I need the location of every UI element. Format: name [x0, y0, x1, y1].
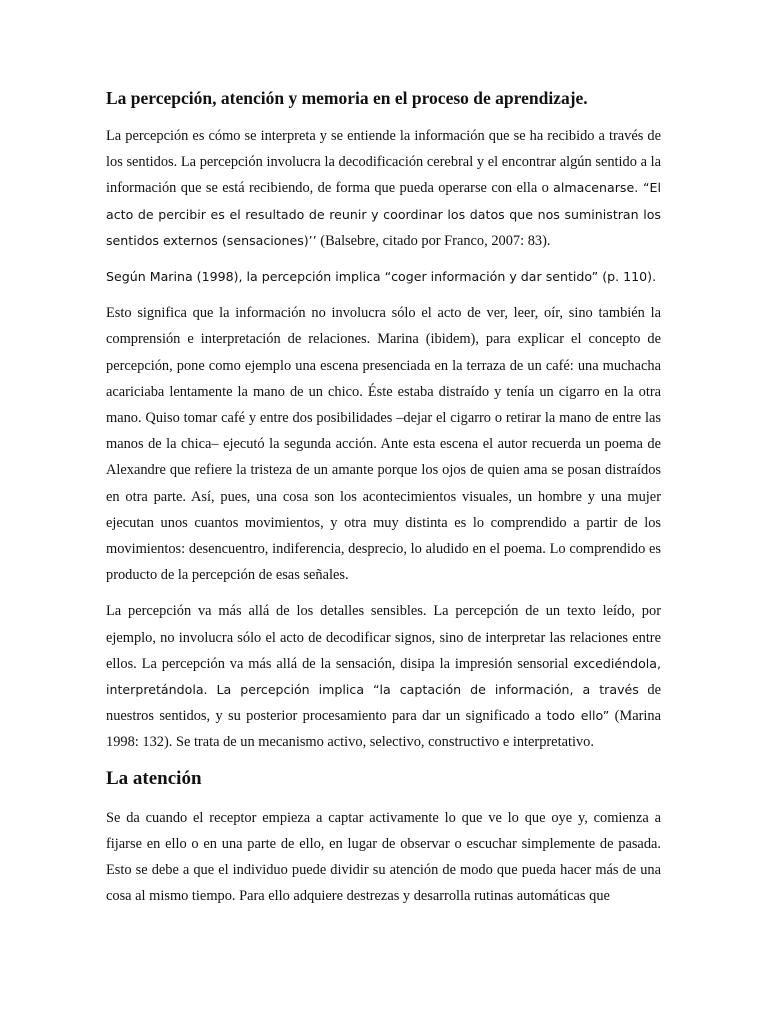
quote-text: Según Marina (1998), la percepción implica “coger información y dar sentido” (p. 110). [106, 269, 657, 285]
paragraph-percepcion-definicion [106, 123, 661, 254]
document-title: La percepción, atención y memoria en el proceso de aprendizaje. [106, 88, 588, 108]
section-heading-atencion: La atención [106, 767, 202, 789]
paragraph-ejemplo-cafe: Esto significa que la información no involucra sólo el acto de ver, leer, oír, sino también la comprensión e interpretación de relaciones. Marina (ibidem), para explicar el concepto de percepción, pone como ejemplo una escena presenciada en la terraza de un café: una muchacha acariciaba lentamente la mano de un chico. Éste estaba distraído y tenía un cigarro en la otra mano. Quiso tomar café y entre dos posibilidades –dejar el cigarro o retirar la mano de entre las manos de la chica– ejecutó la segunda acción. Ante esta escena el autor recuerda un poema de Alexandre que refiere la tristeza de un amante porque los ojos de quien ama se posan distraídos en otra parte. Así, pues, una cosa son los acontecimientos visuales, un hombre y una mujer ejecutan unos cuantos movimientos, y otra muy distinta es lo comprendido a partir de los movimientos: desencuentro, indiferencia, desprecio, lo aludido en el poema. Lo comprendido es producto de la percepción de esas señales. [106, 305, 661, 584]
paragraph-text: La percepción es cómo se interpreta y se entiende la información que se ha recibido a través de los sentidos. La percepción involucra la decodificación cerebral y el encontrar algún sentido a la información que se está recibiendo, de forma que pueda operarse con ella o [106, 128, 661, 197]
paragraph-text: (Marina 1998: 132). Se trata de un mecanismo activo, selectivo, constructivo e interpretativo. [106, 708, 661, 751]
document-page [106, 86, 661, 919]
paragraph-marina-cita [106, 264, 661, 290]
citation-text: (Balsebre, citado por Franco, 2007: 83). [316, 232, 551, 249]
quote-text: todo ello” [546, 708, 610, 724]
paragraph-text: La percepción va más allá de los detalles sensibles. La percepción de un texto leído, por ejemplo, no involucra sólo el acto de decodificar signos, sino de interpretar las relaciones entre ellos. La percepción va más allá de la sensación, disipa la impresión sensorial [106, 603, 661, 672]
paragraph-text: de nuestros sentidos, y su posterior procesamiento para dar un significado a [106, 682, 661, 725]
quote-text: excediéndola, interpretándola. La percepción implica “la captación de información, a través [106, 655, 661, 698]
paragraph-atencion: Se da cuando el receptor empieza a captar activamente lo que ve lo que oye y, comienza a fijarse en ello o en una parte de ello, en lugar de observar o escuchar simplemente de pasada. Esto se debe a que el individuo puede dividir su atención de modo que pueda hacer más de una cosa al mismo tiempo. Para ello adquiere destrezas y desarrolla rutinas automáticas que [106, 809, 661, 905]
paragraph-mas-alla-detalles [106, 598, 661, 755]
quote-text: almacenarse. “El acto de percibir es el resultado de reunir y coordinar los datos que nos suministran los sentidos externos (sensaciones)’’ [106, 180, 661, 248]
